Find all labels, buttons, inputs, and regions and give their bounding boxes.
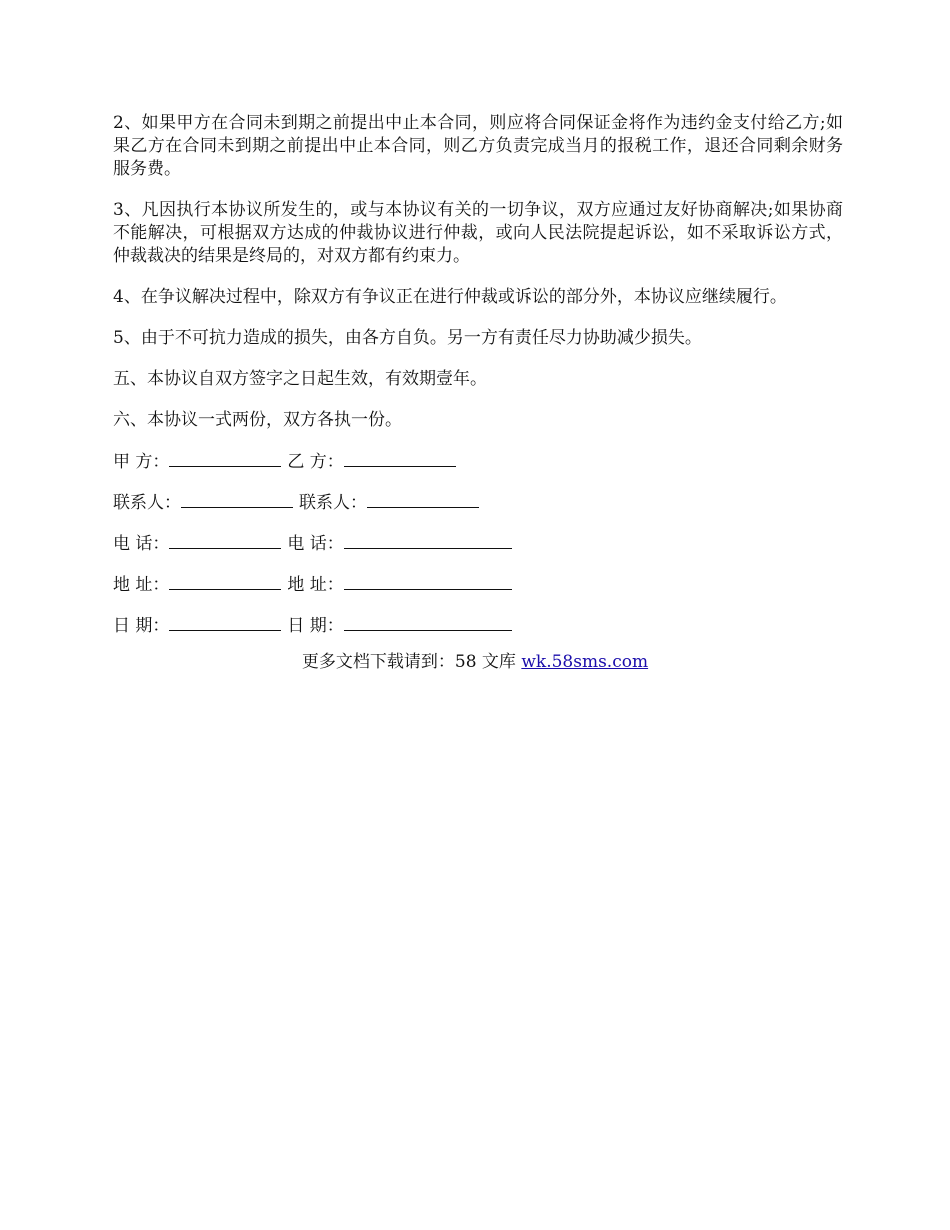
- date-a-blank: [169, 614, 281, 631]
- clause-5: 5、由于不可抗力造成的损失，由各方自负。另一方有责任尽力协助减少损失。: [113, 328, 702, 348]
- document-body: [113, 112, 843, 655]
- article-5: 五、本协议自双方签字之日起生效，有效期壹年。: [113, 369, 487, 389]
- phone-a-blank: [169, 532, 281, 549]
- article-6: 六、本协议一式两份，双方各执一份。: [113, 410, 402, 430]
- signature-row-party: [113, 450, 843, 473]
- signature-row-phone: [113, 532, 843, 555]
- contact-a-label: 联系人：: [113, 493, 181, 513]
- party-b-blank: [344, 450, 456, 467]
- contact-b-blank: [367, 491, 479, 508]
- clause-2: 2、如果甲方在合同未到期之前提出中止本合同，则应将合同保证金将作为违约金支付给乙方;如果乙方在合同未到期之前提出中止本合同，则乙方负责完成当月的报税工作，退还合同剩余财务服务费。: [113, 113, 843, 179]
- signature-row-contact: [113, 491, 843, 514]
- address-a-label: 地 址：: [113, 575, 170, 595]
- footer-link[interactable]: wk.58sms.com: [521, 652, 649, 672]
- signature-row-date: [113, 614, 843, 637]
- phone-b-label: 电 话：: [287, 534, 344, 554]
- clause-3: 3、凡因执行本协议所发生的，或与本协议有关的一切争议，双方应通过友好协商解决;如果协商不能解决，可根据双方达成的仲裁协议进行仲裁，或向人民法院提起诉讼，如不采取诉讼方式，仲裁裁决的结果是终局的，对双方都有约束力。: [113, 200, 843, 266]
- download-footer: [0, 651, 950, 674]
- date-a-label: 日 期：: [113, 616, 170, 636]
- date-b-blank: [344, 614, 512, 631]
- party-a-label: 甲 方：: [113, 452, 170, 472]
- date-b-label: 日 期：: [287, 616, 344, 636]
- contact-a-blank: [181, 491, 293, 508]
- phone-a-label: 电 话：: [113, 534, 170, 554]
- footer-text: 更多文档下载请到：58 文库: [301, 652, 522, 672]
- address-a-blank: [169, 573, 281, 590]
- party-a-blank: [169, 450, 281, 467]
- signature-row-address: [113, 573, 843, 596]
- clause-4: 4、在争议解决过程中，除双方有争议正在进行仲裁或诉讼的部分外，本协议应继续履行。: [113, 287, 787, 307]
- phone-b-blank: [344, 532, 512, 549]
- party-b-label: 乙 方：: [287, 452, 344, 472]
- address-b-label: 地 址：: [287, 575, 344, 595]
- address-b-blank: [344, 573, 512, 590]
- contact-b-label: 联系人：: [299, 493, 367, 513]
